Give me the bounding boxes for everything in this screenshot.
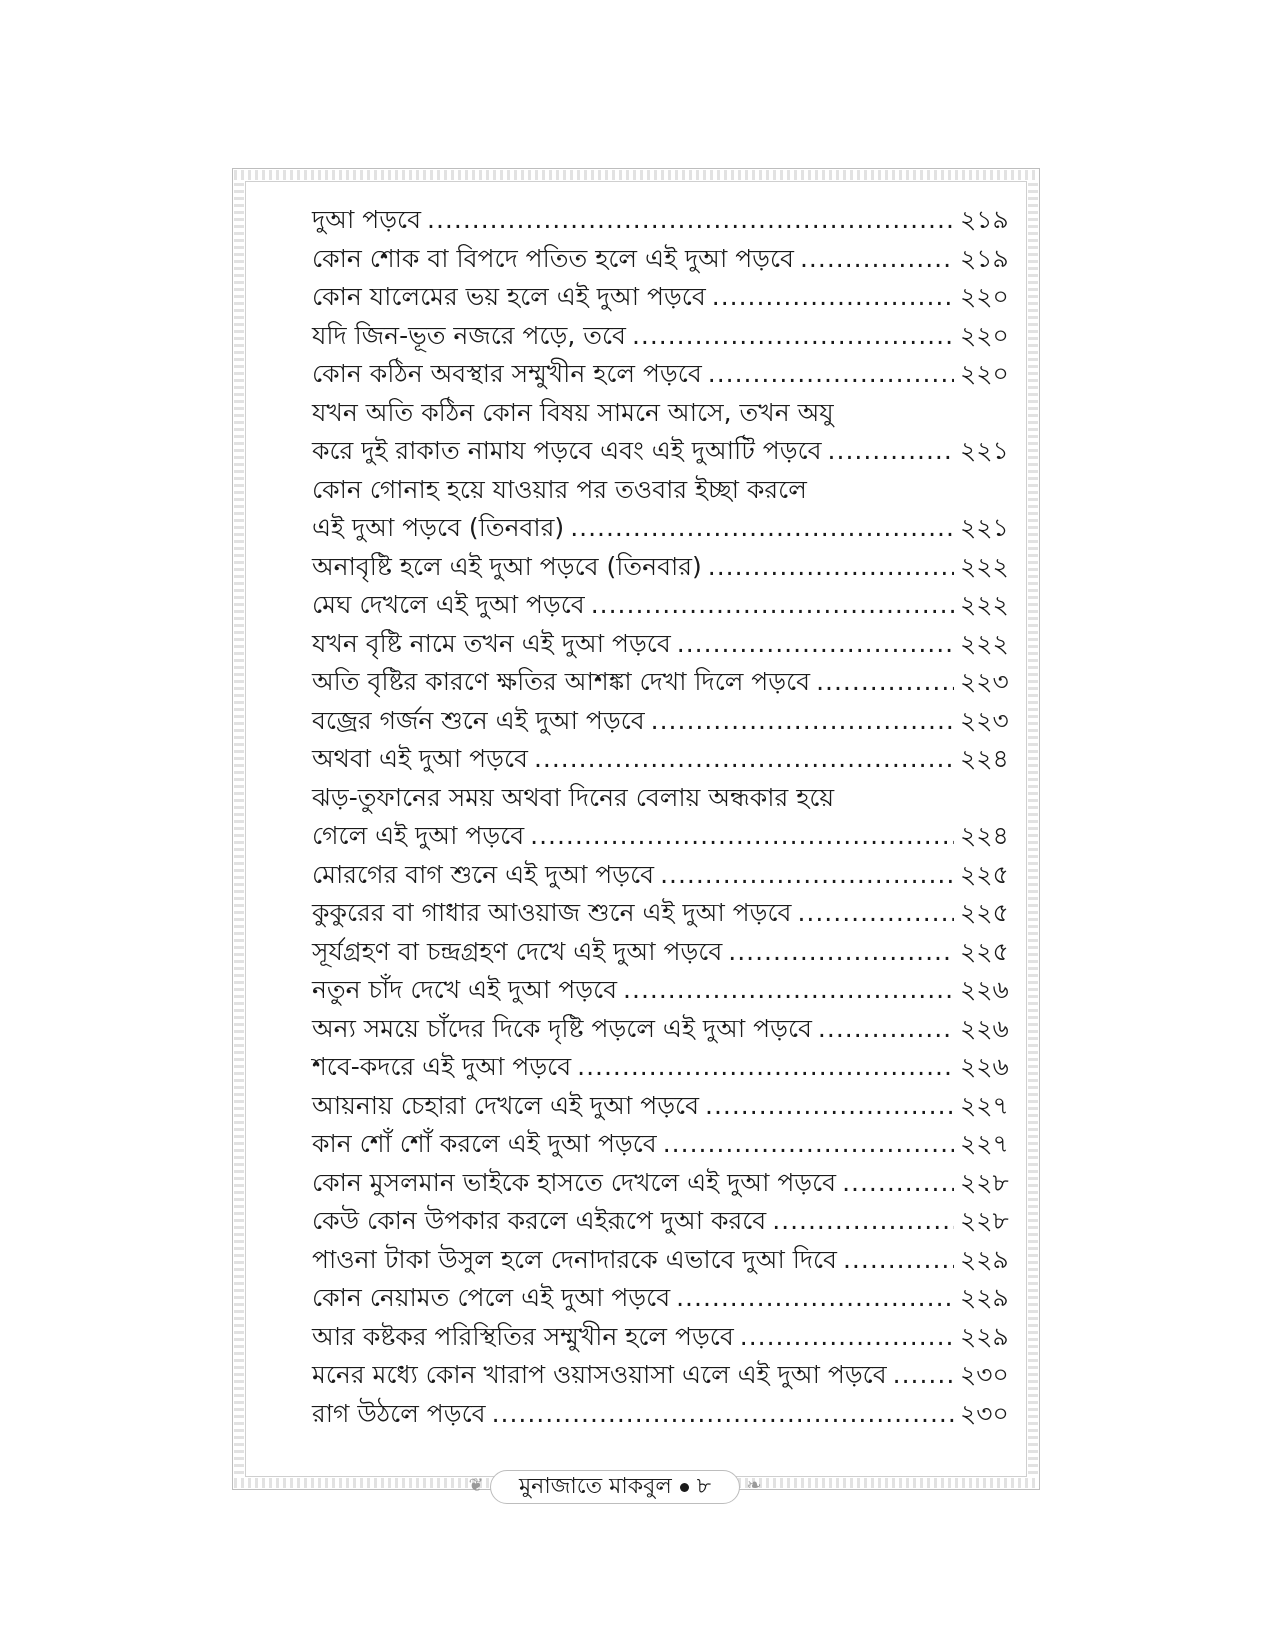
toc-entry-title: শবে-কদরে এই দুআ পড়বে	[312, 1052, 572, 1081]
toc-entry-page: ২৩০	[960, 1360, 1009, 1389]
toc-entry-page: ২২৫	[960, 936, 1009, 966]
toc-entry-page: ২২৩	[960, 705, 1009, 735]
toc-dot-leader	[708, 355, 954, 394]
toc-dot-leader	[842, 1164, 954, 1203]
toc-entry-title: কোন কঠিন অবস্থার সম্মুখীন হলে পড়বে	[312, 359, 702, 388]
toc-entry	[312, 856, 1009, 895]
toc-dot-leader	[623, 971, 954, 1010]
toc-entry-page: ২২৮	[960, 1167, 1009, 1197]
toc-entry-page: ২২১	[960, 513, 1009, 542]
toc-entry-title: আর কষ্টকর পরিস্থিতির সম্মুখীন হলে পড়বে	[312, 1321, 734, 1351]
toc-dot-leader	[660, 856, 954, 895]
toc-entry-title: রাগ উঠলে পড়বে	[312, 1398, 486, 1428]
toc-entry	[312, 1125, 1009, 1164]
toc-entry-page: ২২৪	[960, 744, 1009, 773]
toc-entry	[312, 625, 1009, 664]
toc-dot-leader	[676, 1279, 954, 1318]
toc-entry	[312, 933, 1009, 972]
toc-dot-leader	[828, 432, 954, 471]
toc-entry-page: ২২০	[960, 282, 1009, 311]
toc-entry-title: কোন নেয়ামত পেলে এই দুআ পড়বে	[312, 1283, 671, 1312]
toc-dot-leader	[677, 625, 954, 664]
toc-entry	[312, 317, 1009, 356]
toc-entry-title: দুআ পড়বে	[312, 205, 422, 234]
toc-dot-leader	[663, 1125, 954, 1164]
toc-entry	[312, 1356, 1009, 1395]
footer-bullet-icon	[680, 1483, 689, 1492]
toc-entry-title: করে দুই রাকাত নামায পড়বে এবং এই দুআটি পড়বে	[312, 436, 822, 465]
toc-entry-page: ২২০	[960, 320, 1009, 350]
toc-entry-page: ২২৬	[960, 1013, 1009, 1043]
toc-entry-title: যখন অতি কঠিন কোন বিষয় সামনে আসে, তখন অযু	[312, 397, 834, 427]
toc-entry-page: ২৩০	[960, 1398, 1009, 1428]
toc-entry-page: ২২৯	[960, 1283, 1009, 1312]
toc-entry-title: আয়নায় চেহারা দেখলে এই দুআ পড়বে	[312, 1090, 700, 1120]
toc-entry-page: ২২৬	[960, 975, 1009, 1004]
toc-dot-leader	[570, 509, 954, 548]
toc-entry	[312, 509, 1009, 548]
toc-entry	[312, 779, 1002, 818]
toc-entry-title: কোন যালেমের ভয় হলে এই দুআ পড়বে	[312, 282, 706, 311]
toc-dot-leader	[893, 1356, 954, 1395]
toc-entry	[312, 471, 1002, 510]
toc-entry-page: ২২৭	[960, 1129, 1009, 1158]
toc-entry-title: যদি জিন-ভূত নজরে পড়ে, তবে	[312, 320, 626, 350]
toc-entry	[312, 1241, 1009, 1280]
toc-dot-leader	[577, 1048, 954, 1087]
footer-ornament-left-icon: ❦	[468, 1475, 484, 1496]
toc-entry-page: ২২৯	[960, 1321, 1009, 1351]
toc-entry-title: নতুন চাঁদ দেখে এই দুআ পড়বে	[312, 975, 618, 1004]
toc-entry-page: ২২৪	[960, 821, 1009, 850]
table-of-contents	[312, 201, 1009, 1433]
toc-entry	[312, 355, 1009, 394]
toc-entry-title: কান শোঁ শোঁ করলে এই দুআ পড়বে	[312, 1129, 657, 1158]
toc-entry-page: ২২৬	[960, 1052, 1009, 1081]
toc-entry-page: ২২০	[960, 359, 1009, 388]
toc-entry-title: অতি বৃষ্টির কারণে ক্ষতির আশঙ্কা দেখা দিলে পড়বে	[312, 667, 811, 696]
toc-entry-title: মেঘ দেখলে এই দুআ পড়বে	[312, 590, 585, 619]
toc-entry-title: পাওনা টাকা উসুল হলে দেনাদারকে এভাবে দুআ দিবে	[312, 1244, 837, 1274]
toc-dot-leader	[728, 933, 954, 972]
toc-entry-title: অন্য সময়ে চাঁদের দিকে দৃষ্টি পড়লে এই দুআ পড়বে	[312, 1013, 812, 1043]
toc-entry-page: ২২৮	[960, 1206, 1009, 1235]
toc-dot-leader	[534, 740, 954, 779]
toc-entry-page: ২২৫	[960, 859, 1009, 889]
toc-entry	[312, 586, 1009, 625]
toc-entry-title: কুকুরের বা গাধার আওয়াজ শুনে এই দুআ পড়বে	[312, 898, 792, 927]
toc-entry-page: ২২৭	[960, 1090, 1009, 1120]
toc-entry-title: কেউ কোন উপকার করলে এইরূপে দুআ করবে	[312, 1206, 767, 1235]
toc-entry	[312, 548, 1009, 587]
toc-entry-title: কোন শোক বা বিপদে পতিত হলে এই দুআ পড়বে	[312, 243, 794, 273]
footer-book-title: মুনাজাতে মাকবুল	[518, 1473, 672, 1499]
toc-entry	[312, 201, 1009, 240]
toc-dot-leader	[632, 317, 954, 356]
toc-entry-title: গেলে এই দুআ পড়বে	[312, 821, 525, 850]
toc-dot-leader	[740, 1318, 954, 1357]
toc-entry-title: অথবা এই দুআ পড়বে	[312, 744, 528, 773]
toc-entry	[312, 702, 1009, 741]
toc-dot-leader	[651, 702, 954, 741]
toc-entry	[312, 240, 1009, 279]
toc-entry-page: ২২৯	[960, 1244, 1009, 1274]
toc-entry-page: ২২৩	[960, 667, 1009, 696]
toc-entry	[312, 740, 1009, 779]
toc-entry-page: ২১৯	[960, 243, 1009, 273]
footer-ornament-right-icon: ❧	[746, 1475, 762, 1496]
toc-entry-page: ২২২	[960, 551, 1009, 581]
toc-entry-page: ২২২	[960, 590, 1009, 619]
toc-dot-leader	[843, 1241, 954, 1280]
toc-dot-leader	[492, 1395, 954, 1434]
toc-dot-leader	[816, 663, 954, 702]
toc-entry-title: সূর্যগ্রহণ বা চন্দ্রগ্রহণ দেখে এই দুআ পড়বে	[312, 936, 723, 966]
toc-dot-leader	[427, 201, 954, 240]
toc-entry-title: যখন বৃষ্টি নামে তখন এই দুআ পড়বে	[312, 628, 671, 658]
toc-dot-leader	[772, 1202, 954, 1241]
toc-entry-page: ২১৯	[960, 205, 1009, 234]
toc-entry-title: কোন মুসলমান ভাইকে হাসতে দেখলে এই দুআ পড়বে	[312, 1167, 837, 1197]
toc-entry-page: ২২৫	[960, 898, 1009, 927]
toc-entry	[312, 432, 1009, 471]
toc-entry-title: বজ্রের গর্জন শুনে এই দুআ পড়বে	[312, 705, 645, 735]
toc-entry-title: ঝড়-তুফানের সময় অথবা দিনের বেলায় অন্ধকার হয়ে	[312, 782, 835, 812]
toc-entry-title: অনাবৃষ্টি হলে এই দুআ পড়বে (তিনবার)	[312, 551, 702, 581]
toc-entry-page: ২২১	[960, 436, 1009, 465]
toc-dot-leader	[800, 240, 954, 279]
toc-entry-title: মোরগের বাগ শুনে এই দুআ পড়বে	[312, 859, 655, 889]
toc-entry	[312, 1010, 1009, 1049]
toc-entry	[312, 1318, 1009, 1357]
toc-entry	[312, 971, 1009, 1010]
toc-dot-leader	[818, 1010, 954, 1049]
toc-dot-leader	[708, 548, 954, 587]
toc-entry	[312, 278, 1009, 317]
toc-entry	[312, 1087, 1009, 1126]
toc-entry	[312, 663, 1009, 702]
toc-entry	[312, 1164, 1009, 1203]
toc-entry	[312, 894, 1009, 933]
toc-dot-leader	[530, 817, 954, 856]
toc-entry	[312, 1395, 1009, 1434]
toc-entry-title: কোন গোনাহ হয়ে যাওয়ার পর তওবার ইচ্ছা করলে	[312, 474, 807, 504]
toc-dot-leader	[705, 1087, 954, 1126]
toc-entry-title: মনের মধ্যে কোন খারাপ ওয়াসওয়াসা এলে এই দুআ পড়বে	[312, 1360, 887, 1389]
page-footer	[490, 1470, 740, 1504]
toc-entry	[312, 1048, 1009, 1087]
toc-dot-leader	[712, 278, 954, 317]
toc-dot-leader	[591, 586, 954, 625]
toc-entry	[312, 394, 1002, 433]
toc-entry	[312, 1202, 1009, 1241]
toc-dot-leader	[797, 894, 954, 933]
toc-entry	[312, 817, 1009, 856]
toc-entry	[312, 1279, 1009, 1318]
toc-entry-page: ২২২	[960, 628, 1009, 658]
footer-page-number: ৮	[696, 1473, 712, 1499]
toc-entry-title: এই দুআ পড়বে (তিনবার)	[312, 513, 565, 542]
